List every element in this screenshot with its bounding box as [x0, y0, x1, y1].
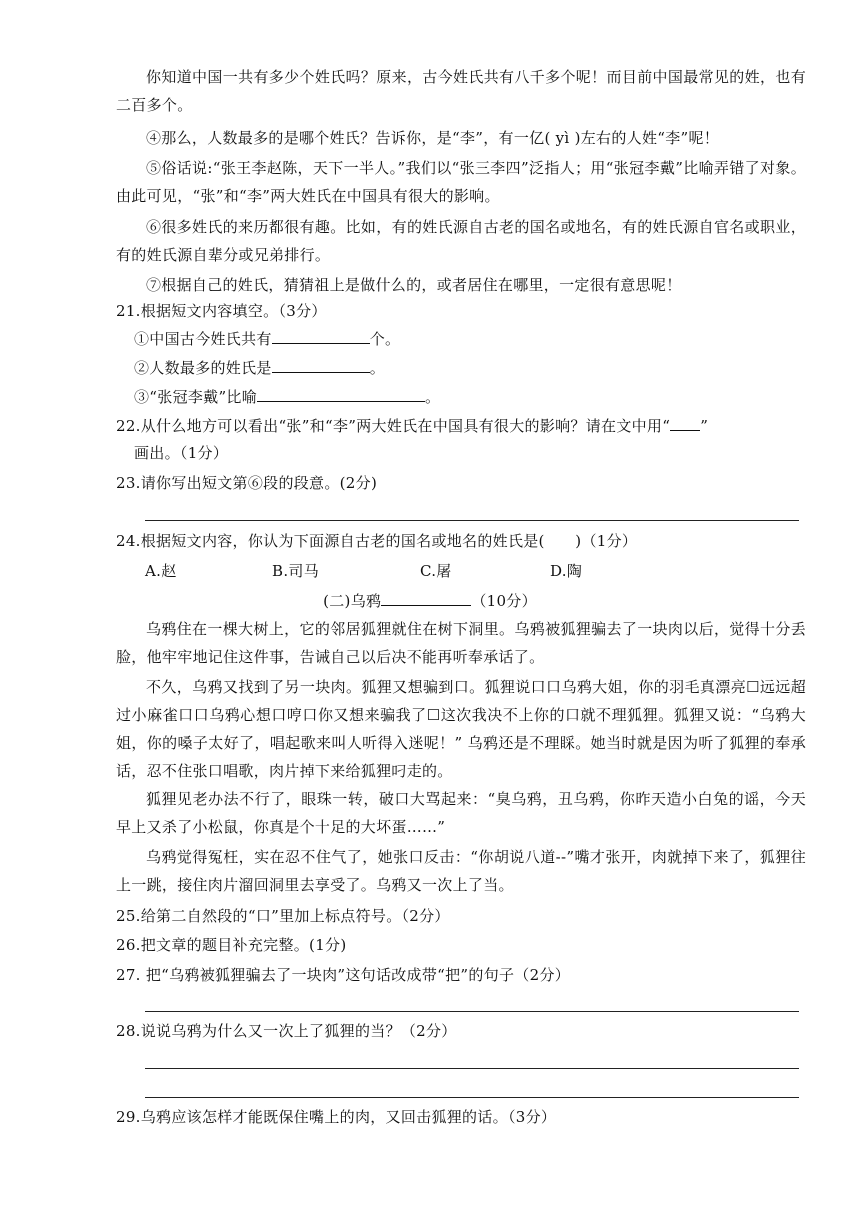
story-paragraph-2: 不久，乌鸦又找到了另一块肉。狐狸又想骗到口。狐狸说口口乌鸦大姐，你的羽毛真漂亮☐远远超过小麻雀口口乌鸦心想口哼口你又想来骗我了☐这次我决不上你的口就不理狐狸。狐狸又说：“乌鸦大姐，你的嗓子太好了，唱起歌来叫人听得入迷呢！” 乌鸦还是不理睬。她当时就是因为听了狐狸的奉承话，忍不住张口唱歌，肉片掉下来给狐狸叼走的。 [116, 678, 806, 780]
answer-line[interactable] [145, 1011, 799, 1012]
option-b[interactable]: B.司马 [272, 562, 319, 580]
question-21-item-3: ③“张冠李戴”比喻 。 [134, 385, 440, 408]
story-paragraph-4: 乌鸦觉得冤枉，实在忍不住气了，她张口反击：“你胡说八道--”嘴才张开，肉就掉下来了，狐狸往上一跳，接住肉片溜回洞里去享受了。乌鸦又一次上了当。 [116, 848, 806, 894]
option-a[interactable]: A.赵 [145, 562, 177, 580]
question-26: 26.把文章的题目补充完整。(1分) [116, 936, 347, 954]
option-c[interactable]: C.屠 [420, 562, 452, 580]
question-24: 24.根据短文内容，你认为下面源自古老的国名或地名的姓氏是( )（1分） [116, 532, 638, 550]
answer-blank[interactable] [272, 356, 370, 373]
answer-blank[interactable] [257, 385, 425, 402]
section-title: (二)乌鸦 （10分） [0, 589, 860, 612]
answer-line[interactable] [145, 1097, 799, 1098]
question-21: 21.根据短文内容填空。（3分） [116, 302, 327, 320]
question-22-cont: 画出。（1分） [134, 444, 229, 462]
story-paragraph-3: 狐狸见老办法不行了，眼珠一转，破口大骂起来：“臭乌鸦，丑乌鸦，你昨天造小白兔的谣，今天早上又杀了小松鼠，你真是个十足的大坏蛋……” [116, 790, 806, 836]
question-22: 22.从什么地方可以看出“张”和“李”两大姓氏在中国具有很大的影响？请在文中用“ ” [116, 414, 708, 437]
title-blank[interactable] [381, 589, 471, 606]
question-27: 27. 把“乌鸦被狐狸骗去了一块肉”这句话改成带“把”的句子（2分） [116, 966, 571, 984]
story-paragraph-1: 乌鸦住在一棵大树上，它的邻居狐狸就住在树下洞里。乌鸦被狐狸骗去了一块肉以后，觉得十分丢脸，他牢牢地记住这件事，告诫自己以后决不能再听奉承话了。 [116, 620, 806, 666]
option-d[interactable]: D.陶 [550, 562, 583, 580]
intro-paragraph: 你知道中国一共有多少个姓氏吗？原来，古今姓氏共有八千多个呢！而目前中国最常见的姓，也有二百多个。 [116, 68, 806, 114]
paragraph-5: ⑤俗话说:“张王李赵陈，天下一半人。”我们以“张三李四”泛指人；用“张冠李戴”比喻弄错了对象。由此可见，“张”和“李”两大姓氏在中国具有很大的影响。 [116, 159, 806, 205]
paragraph-4: ④那么，人数最多的是哪个姓氏？告诉你，是“李”，有一亿( yì )左右的人姓“李”呢！ [146, 129, 720, 147]
paragraph-6: ⑥很多姓氏的来历都很有趣。比如，有的姓氏源自古老的国名或地名，有的姓氏源自官名或职业，有的姓氏源自辈分或兄弟排行。 [116, 218, 806, 264]
answer-line[interactable] [145, 520, 799, 521]
answer-blank[interactable] [272, 327, 370, 344]
underline-sample [670, 414, 700, 431]
question-28: 28.说说乌鸦为什么又一次上了狐狸的当？（2分） [116, 1022, 457, 1040]
question-21-item-1: ①中国古今姓氏共有 个。 [134, 327, 400, 350]
question-23: 23.请你写出短文第⑥段的段意。(2分) [116, 474, 378, 492]
question-25: 25.给第二自然段的“口”里加上标点符号。（2分） [116, 907, 450, 925]
question-29: 29.乌鸦应该怎样才能既保住嘴上的肉，又回击狐狸的话。（3分） [116, 1108, 557, 1126]
answer-line[interactable] [145, 1068, 799, 1069]
paragraph-7: ⑦根据自己的姓氏，猜猜祖上是做什么的，或者居住在哪里，一定很有意思呢！ [146, 276, 682, 294]
question-21-item-2: ②人数最多的姓氏是 。 [134, 356, 385, 379]
